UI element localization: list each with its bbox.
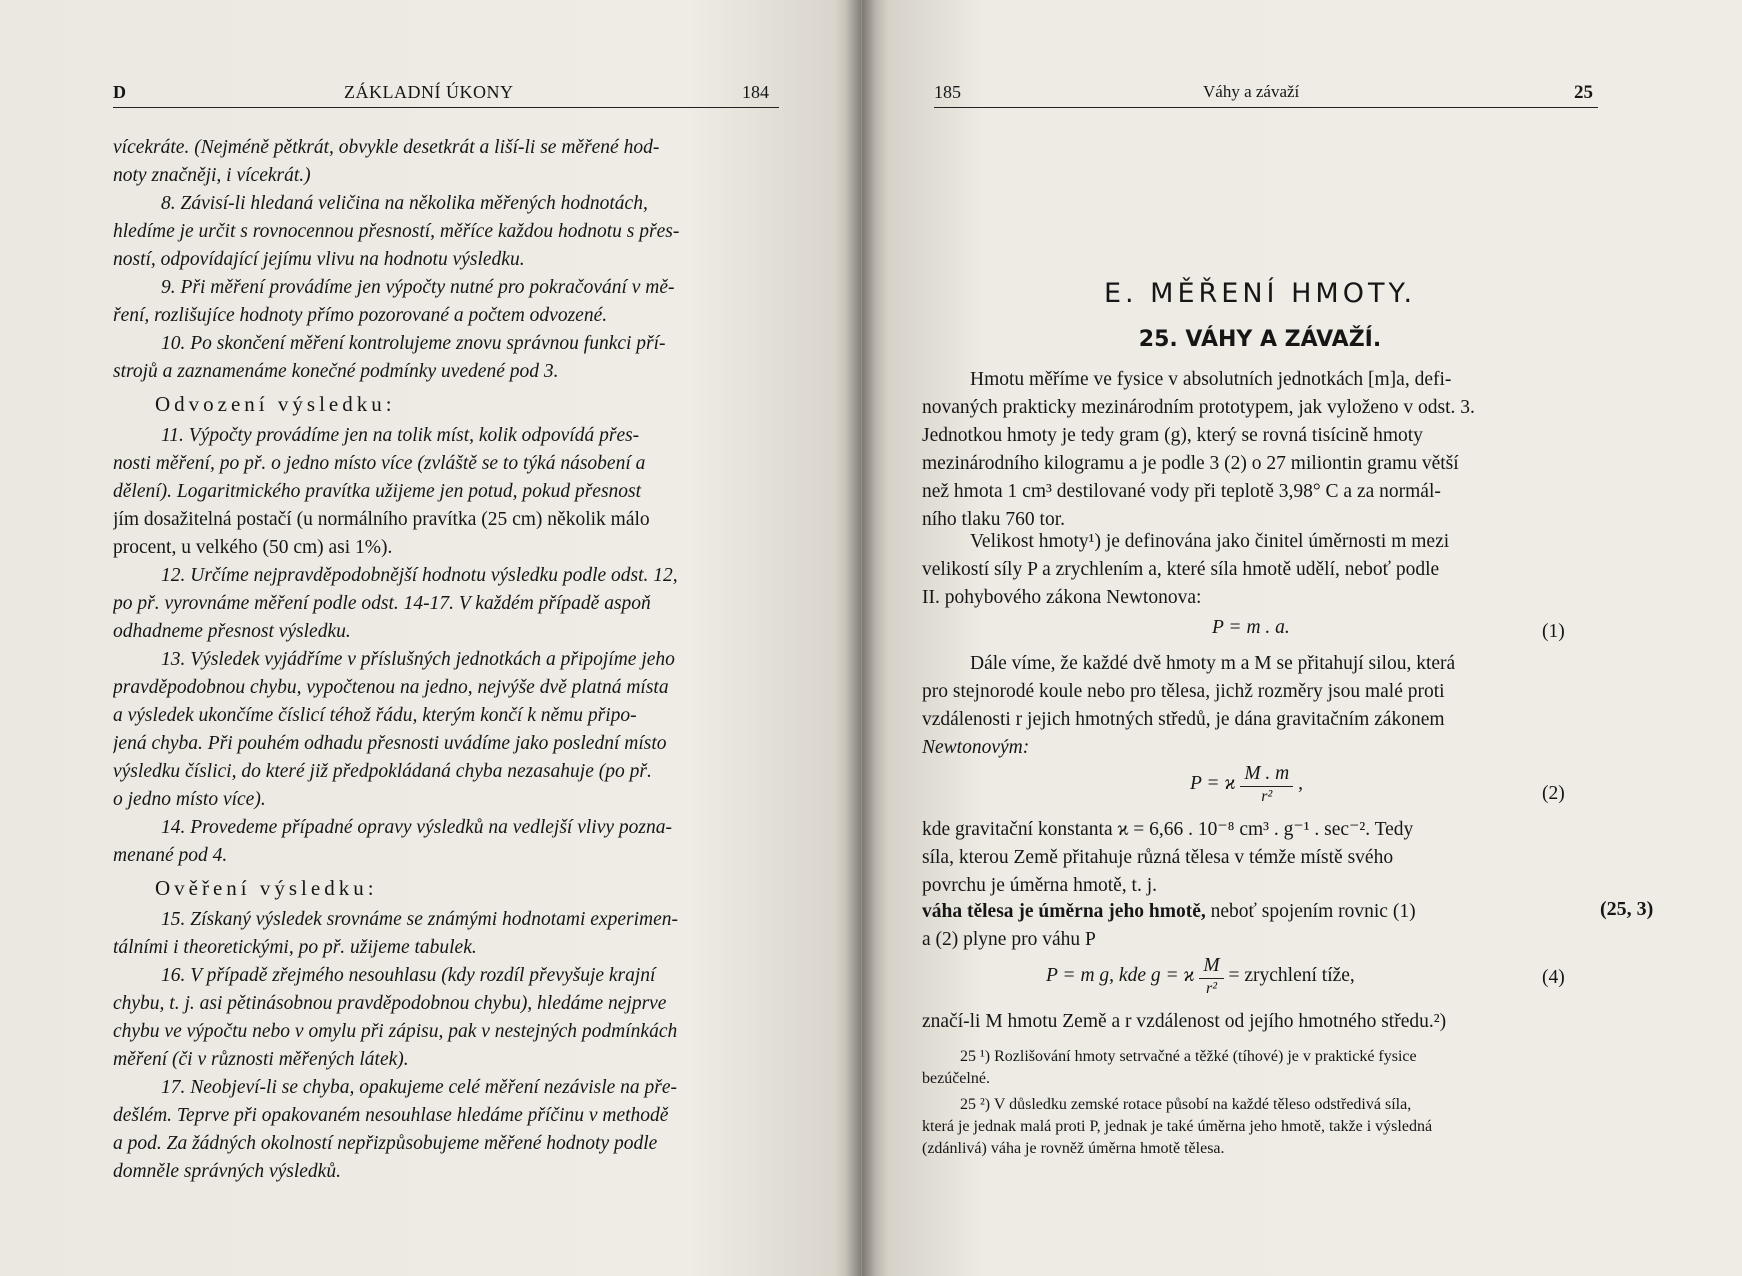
text-line: mezinárodního kilogramu a je podle 3 (2) o 27 miliontin gramu větší <box>922 453 1459 474</box>
text-line: a výsledek ukončíme číslicí téhož řádu, kterým končí k němu připo- <box>113 705 637 726</box>
footnote-line: bezúčelné. <box>922 1070 990 1087</box>
equation-4-number: (4) <box>1542 967 1565 988</box>
equation-1: P = m . a. <box>1212 617 1290 638</box>
text-line: 15. Získaný výsledek srovnáme se známými hodnotami experimen- <box>161 909 678 930</box>
equation-2-number: (2) <box>1542 783 1565 804</box>
footnote-line: 25 ¹) Rozlišování hmoty setrvačné a těžké (tíhové) je v praktické fysice <box>960 1048 1417 1065</box>
equation-2-numerator: M . m <box>1240 762 1293 787</box>
text-line: Velikost hmoty¹) je definována jako činitel úměrnosti m mezi <box>970 531 1450 552</box>
text-line: II. pohybového zákona Newtonova: <box>922 587 1202 608</box>
text-line: noty značněji, i vícekrát.) <box>113 165 311 186</box>
margin-reference: (25, 3) <box>1600 898 1654 920</box>
text-line: než hmota 1 cm³ destilované vody při teplotě 3,98° C a za normál- <box>922 481 1441 502</box>
text-line: 14. Provedeme případné opravy výsledků na vedlejší vlivy pozna- <box>161 817 672 838</box>
text-line: o jedno místo více). <box>113 789 266 810</box>
text-line: novaných prakticky mezinárodním prototypem, jak vyloženo v odst. 3. <box>922 397 1475 418</box>
equation-2-denominator: r² <box>1261 788 1273 806</box>
text-line: 17. Neobjeví-li se chyba, opakujeme celé měření nezávisle na pře- <box>161 1077 678 1098</box>
right-page-number: 185 <box>934 82 961 102</box>
bold-statement-rest: neboť spojením rovnic (1) <box>1210 901 1416 922</box>
text-line: Newtonovým: <box>922 737 1030 758</box>
text-line: 13. Výsledek vyjádříme v příslušných jednotkách a připojíme jeho <box>161 649 675 670</box>
text-line: chybu, t. j. asi pětinásobnou pravděpodobnou chybu), hledáme nejprve <box>113 993 667 1014</box>
text-line: povrchu je úměrna hmotě, t. j. <box>922 875 1158 896</box>
text-line: menané pod 4. <box>113 845 228 866</box>
text-line: 9. Při měření provádíme jen výpočty nutné pro pokračování v mě- <box>161 277 675 298</box>
text-line: jím dosažitelná postačí (u normálního pravítka (25 cm) několik málo <box>113 509 650 530</box>
text-line: Hmotu měříme ve fysice v absolutních jednotkách [m]a, defi- <box>970 369 1452 390</box>
text-line: Dále víme, že každé dvě hmoty m a M se přitahují silou, která <box>970 653 1456 674</box>
equation-4-fraction <box>1199 954 1223 999</box>
left-header-title: ZÁKLADNÍ ÚKONY <box>344 82 514 102</box>
text-line: ření, rozlišujíce hodnoty přímo pozorované a počtem odvozené. <box>113 305 608 326</box>
footnote-line: 25 ²) V důsledku zemské rotace působí na každé těleso odstředivá síla, <box>960 1096 1412 1113</box>
text-line: pravděpodobnou chybu, vypočtenou na jedno, nejvýše dvě platná místa <box>113 677 669 698</box>
text-line: a (2) plyne pro váhu P <box>922 929 1096 950</box>
text-line: dešlém. Teprve při opakovaném nesouhlase hledáme příčinu v methodě <box>113 1105 669 1126</box>
text-line: 16. V případě zřejmého nesouhlasu (kdy rozdíl převyšuje krajní <box>161 965 656 986</box>
text-line: domněle správných výsledků. <box>113 1161 341 1182</box>
text-line: pro stejnorodé koule nebo pro tělesa, jichž rozměry jsou malé proti <box>922 681 1445 702</box>
section-title: 25. VÁHY A ZÁVAŽÍ. <box>1138 327 1382 352</box>
text-line: chybu ve výpočtu nebo v omylu při zápisu, pak v nestejných podmínkách <box>113 1021 678 1042</box>
text-line: hledíme je určit s rovnocennou přesností, měříce každou hodnotu s přes- <box>113 221 680 242</box>
text-line: 11. Výpočty provádíme jen na tolik míst, kolik odpovídá přes- <box>161 425 640 446</box>
text-line: a pod. Za žádných okolností nepřizpůsobujeme měřené hodnoty podle <box>113 1133 658 1154</box>
text-line: dělení). Logaritmického pravítka užijeme jen potud, pokud přesnost <box>113 481 642 502</box>
text-line: nosti měření, po př. o jedno místo více (zvláště se to týká násobení a <box>113 453 646 474</box>
text-line: procent, u velkého (50 cm) asi 1%). <box>113 537 393 558</box>
text-line: odhadneme přesnost výsledku. <box>113 621 351 642</box>
text-line: Jednotkou hmoty je tedy gram (g), který se rovná tisícině hmoty <box>922 425 1423 446</box>
right-header-rule <box>934 107 1598 108</box>
right-header-title: Váhy a závaží <box>1203 82 1300 101</box>
footnote-line: (zdánlivá) váha je rovněž úměrna hmotě tělesa. <box>922 1140 1225 1157</box>
text-line: ností, odpovídající jejímu vlivu na hodnotu výsledku. <box>113 249 525 270</box>
text-line: 12. Určíme nejpravděpodobnější hodnotu výsledku podle odst. 12, <box>161 565 678 586</box>
left-page <box>0 0 862 1276</box>
text-line: velikostí síly P a zrychlením a, které síla hmotě udělí, neboť podle <box>922 559 1440 580</box>
equation-2 <box>1190 758 1303 810</box>
gutter-shadow <box>846 0 876 1276</box>
right-header-section-number: 25 <box>1574 82 1593 103</box>
equation-1-number: (1) <box>1542 621 1565 642</box>
text-line: výsledku číslici, do které již předpokládaná chyba nezasahuje (po př. <box>113 761 652 782</box>
equation-4-lhs: P = m g, kde g = ϰ <box>1046 965 1195 986</box>
text-line: měření (či v různosti měřených látek). <box>113 1049 409 1070</box>
text-line: tálními i theoretickými, po př. užijeme tabulek. <box>113 937 477 958</box>
equation-2-tail: , <box>1298 773 1304 794</box>
equation-4-numerator: M <box>1199 954 1223 979</box>
left-header-rule <box>113 107 779 108</box>
bold-statement-line <box>922 898 1416 926</box>
equation-4 <box>1046 950 1355 1002</box>
text-line: 10. Po skončení měření kontrolujeme znovu správnou funkci pří- <box>161 333 666 354</box>
subheading-derivation: Odvození výsledku: <box>155 392 396 416</box>
text-line: jená chyba. Při pouhém odhadu přesnosti uvádíme jako poslední místo <box>113 733 667 754</box>
footnote-line: která je jednak malá proti P, jednak je také úměrna jeho hmotě, takže i výsledná <box>922 1118 1433 1135</box>
text-line: kde gravitační konstanta ϰ = 6,66 . 10⁻⁸ cm³ . g⁻¹ . sec⁻². Tedy <box>922 819 1414 840</box>
equation-2-fraction <box>1240 762 1293 807</box>
equation-4-denominator: r² <box>1205 980 1217 998</box>
chapter-title: E. MĚŘENÍ HMOTY. <box>1103 278 1417 309</box>
left-header-letter: D <box>113 82 126 102</box>
left-page-number: 184 <box>742 82 769 102</box>
equation-2-lhs: P = ϰ <box>1190 773 1236 794</box>
text-line: 8. Závisí-li hledaná veličina na několika měřených hodnotách, <box>161 193 648 214</box>
right-page <box>862 0 1742 1276</box>
subheading-verification: Ověření výsledku: <box>155 876 378 900</box>
text-line: vzdálenosti r jejich hmotných středů, je dána gravitačním zákonem <box>922 709 1445 730</box>
text-line: strojů a zaznamenáme konečné podmínky uvedené pod 3. <box>113 361 559 382</box>
text-line: po př. vyrovnáme měření podle odst. 14-17. V každém případě aspoň <box>113 593 651 614</box>
text-line: vícekráte. (Nejméně pětkrát, obvykle desetkrát a liší-li se měřené hod- <box>113 137 660 158</box>
text-line: síla, kterou Země přitahuje různá tělesa v témže místě svého <box>922 847 1394 868</box>
text-line: ního tlaku 760 tor. <box>922 509 1065 530</box>
text-line: značí-li M hmotu Země a r vzdálenost od jejího hmotného středu.²) <box>922 1011 1447 1032</box>
equation-4-tail: = zrychlení tíže, <box>1228 965 1355 986</box>
bold-statement: váha tělesa je úměrna jeho hmotě, <box>922 901 1206 922</box>
